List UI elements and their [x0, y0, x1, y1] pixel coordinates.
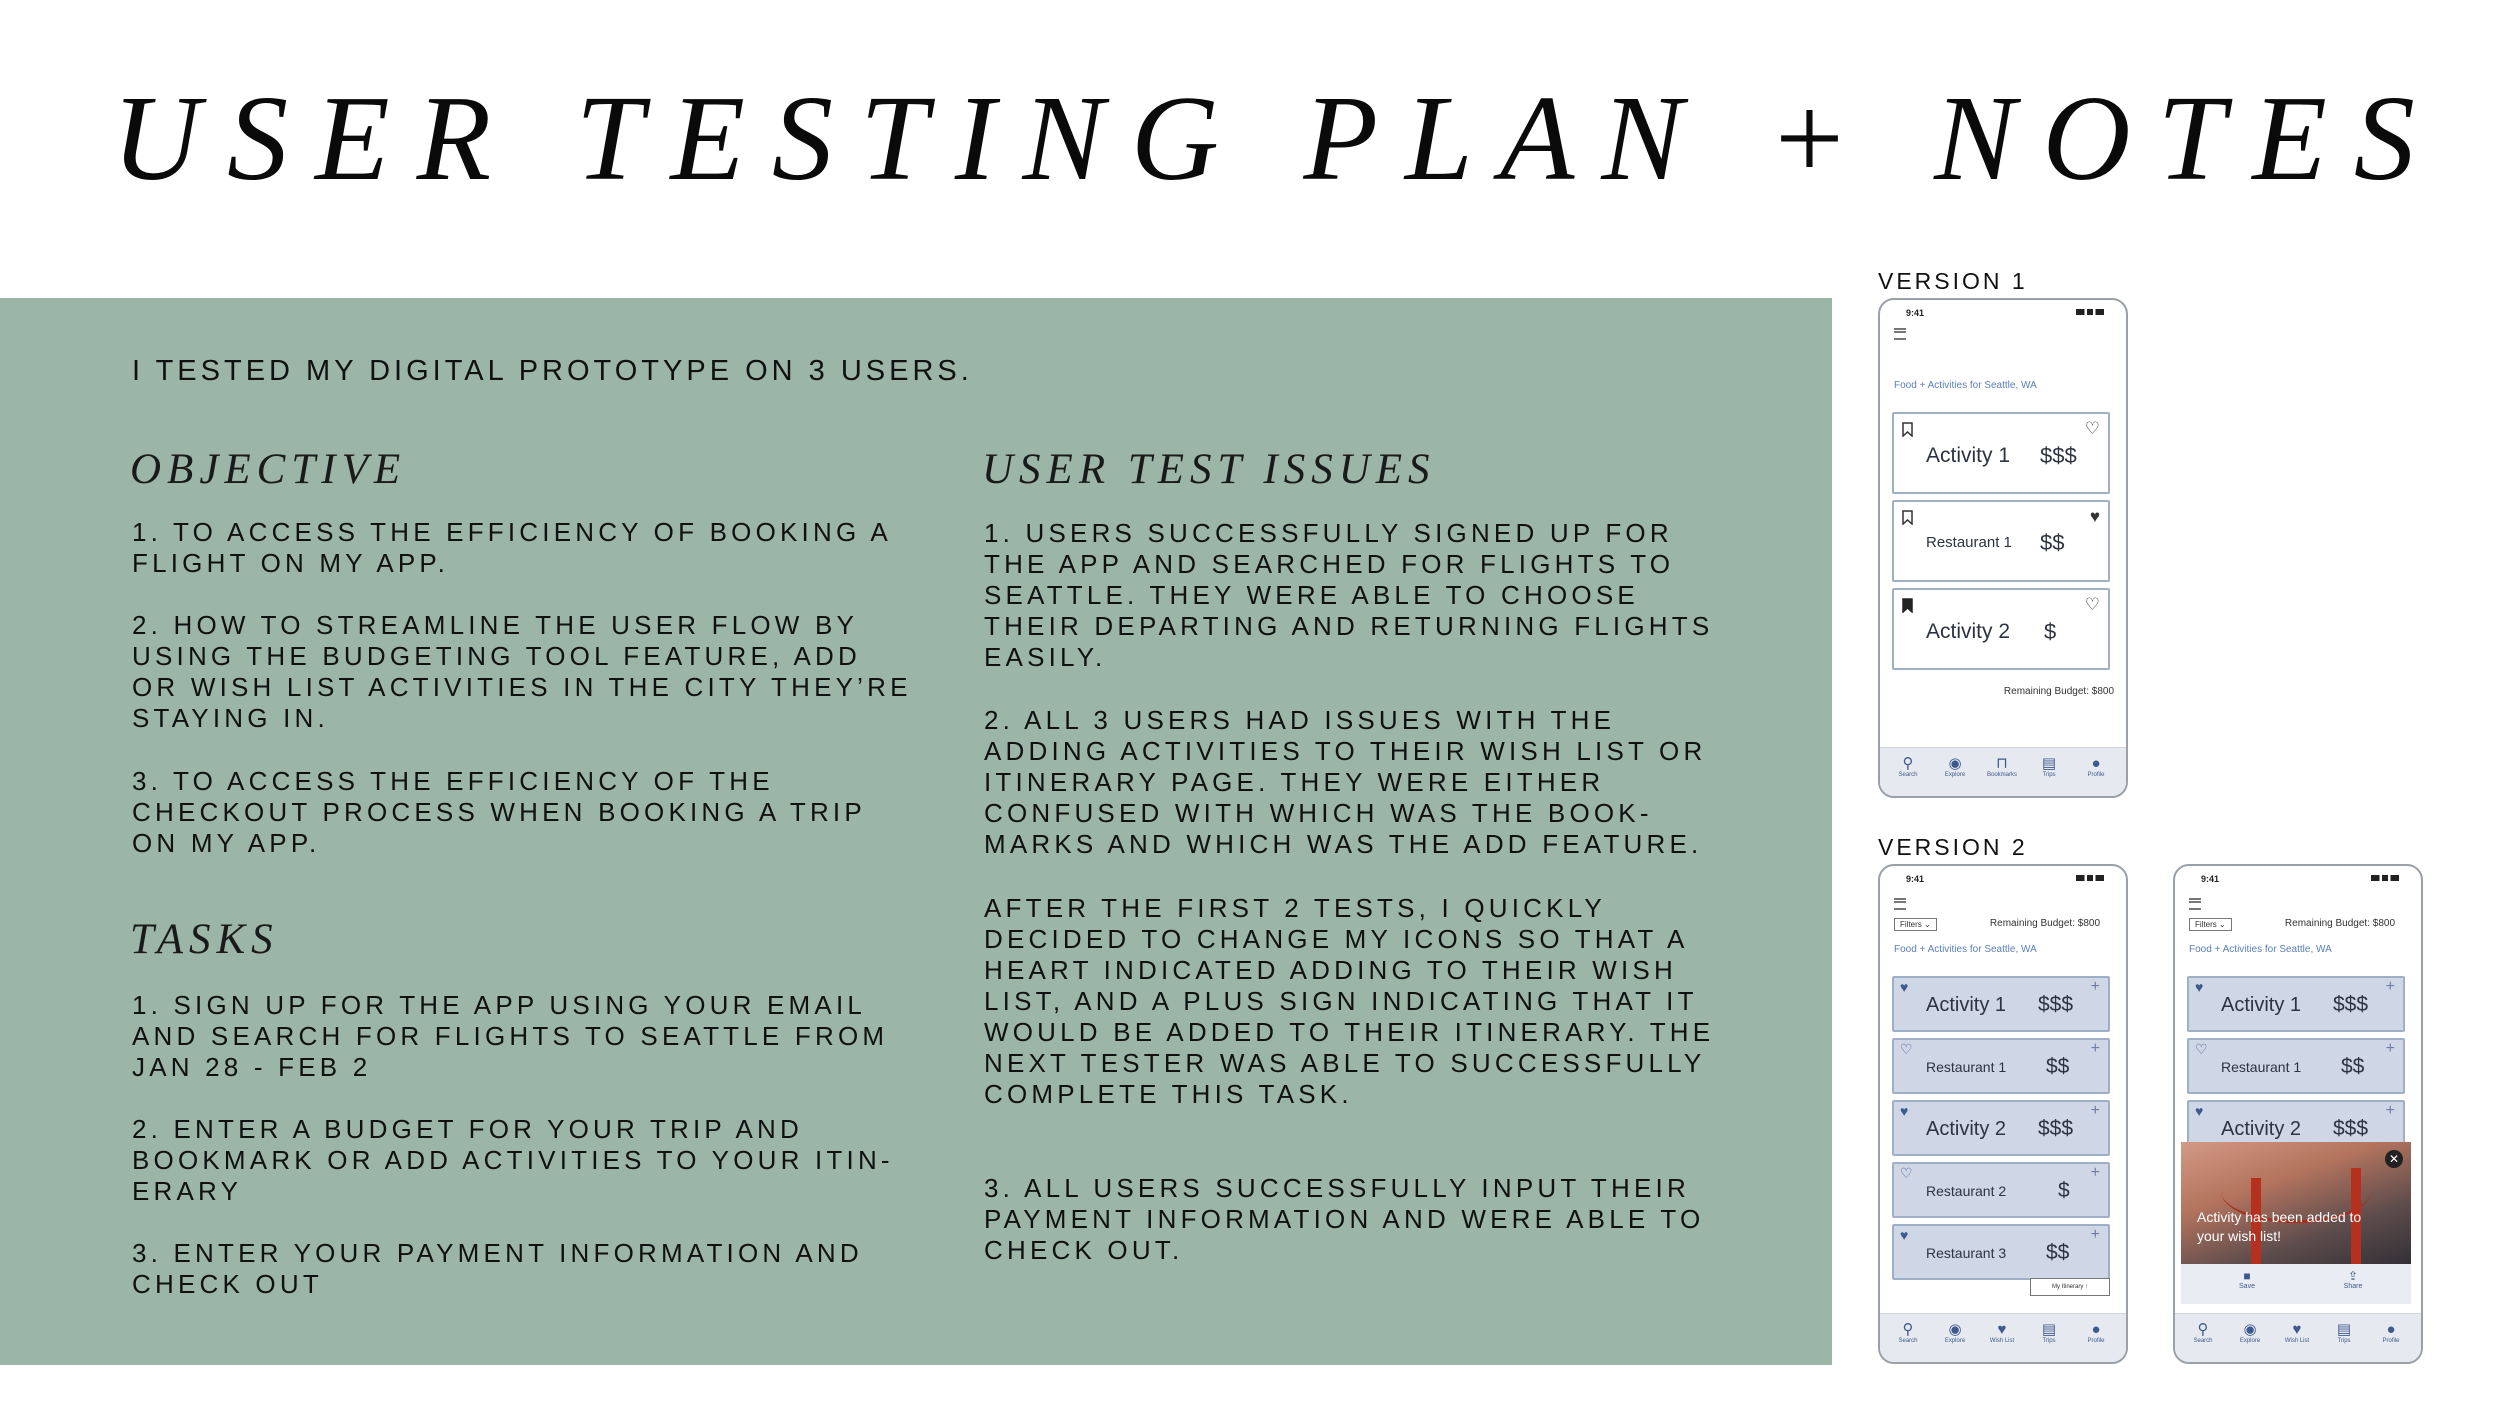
filters-dropdown[interactable]: Filters ⌄: [2189, 918, 2232, 931]
card-activity-1[interactable]: [1892, 412, 2110, 494]
card-price: $$$: [2040, 443, 2077, 468]
menu-icon[interactable]: [2189, 898, 2201, 910]
card-restaurant-3[interactable]: ♥ + Restaurant 3 $$: [1892, 1224, 2110, 1280]
tab-bar: [1880, 1313, 2126, 1362]
bookmark-filled-icon[interactable]: [1902, 598, 1913, 613]
plus-icon[interactable]: +: [2090, 1102, 2100, 1119]
plus-icon[interactable]: +: [2090, 1040, 2100, 1057]
share-button[interactable]: ⇪ Share: [2323, 1270, 2383, 1290]
signal-icon: [2076, 875, 2104, 881]
heart-outline-icon[interactable]: ♡: [2084, 419, 2100, 438]
tab-explore[interactable]: ◉ Explore: [2230, 1322, 2270, 1344]
heart-outline-icon[interactable]: ♡: [1900, 1165, 1913, 1181]
close-icon[interactable]: ✕: [2385, 1150, 2403, 1168]
heart-outline-icon[interactable]: ♡: [1900, 1041, 1913, 1057]
objective-item-3: 3. TO ACCESS THE EFFICIENCY OF THE CHECKOUT PROCESS WHEN BOOKING A TRIP ON MY APP.: [132, 766, 866, 858]
card-activity-2[interactable]: ♥ + Activity 2 $$$: [1892, 1100, 2110, 1156]
tab-bar: [1880, 747, 2126, 796]
plus-icon[interactable]: +: [2090, 978, 2100, 995]
list-heading: Food + Activities for Seattle, WA: [1894, 380, 2037, 391]
tab-wish-list[interactable]: ♥ Wish List: [1982, 1322, 2022, 1344]
tab-profile[interactable]: ● Profile: [2076, 756, 2116, 778]
task-item-3: 3. ENTER YOUR PAYMENT INFORMATION AND CHECK OUT: [132, 1238, 863, 1299]
card-restaurant-1[interactable]: ♡ + Restaurant 1 $$: [2187, 1038, 2405, 1094]
signal-icon: [2076, 309, 2104, 315]
heart-outline-icon[interactable]: ♡: [2195, 1041, 2208, 1057]
issue-item-4: 3. ALL USERS SUCCESSFULLY INPUT THEIR PAYMENT INFORMATION AND WERE ABLE TO CHECK OUT.: [984, 1173, 1705, 1265]
tab-trips[interactable]: ▤ Trips: [2029, 756, 2069, 778]
bookmark-icon[interactable]: [1902, 510, 1913, 525]
plus-icon[interactable]: +: [2385, 978, 2395, 995]
compass-icon: ◉: [2243, 1321, 2257, 1338]
compass-icon: ◉: [1948, 755, 1962, 772]
tab-search[interactable]: ⚲ Search: [2183, 1322, 2223, 1344]
page-title: USER TESTING PLAN + NOTES: [112, 71, 2442, 206]
heart-filled-icon[interactable]: ♥: [2089, 507, 2100, 526]
tab-bar: [2175, 1313, 2421, 1362]
wish-list-toast: [2181, 1142, 2411, 1264]
card-name: Restaurant 1: [1926, 534, 2012, 551]
heart-outline-icon[interactable]: ♡: [2084, 595, 2100, 614]
signal-icon: [2371, 875, 2399, 881]
plus-icon[interactable]: +: [2385, 1102, 2395, 1119]
tab-search[interactable]: ⚲ Search: [1888, 756, 1928, 778]
tab-profile[interactable]: ● Profile: [2371, 1322, 2411, 1344]
version-2-label: VERSION 2: [1878, 834, 2028, 860]
plus-icon[interactable]: +: [2090, 1164, 2100, 1181]
objective-item-1: 1. TO ACCESS THE EFFICIENCY OF BOOKING A FLIGHT ON MY APP.: [132, 517, 892, 578]
heart-filled-icon[interactable]: ♥: [2195, 1103, 2204, 1119]
card-name: Activity 2: [1926, 620, 2011, 643]
issue-item-3: AFTER THE FIRST 2 TESTS, I QUICKLY DECIDED TO CHANGE MY ICONS SO THAT A HEART INDICATED ADDING TO THEIR WISH LIST, AND A PLUS SIGN INDICATING THAT IT WOULD BE ADDED TO THEIR ITINERARY. THE NEXT TESTER WAS ABLE TO SUCCESSFULLY COMPLETE THIS TASK.: [984, 893, 1715, 1109]
remaining-budget: Remaining Budget: $800: [1989, 918, 2100, 929]
tab-profile[interactable]: ● Profile: [2076, 1322, 2116, 1344]
tab-trips[interactable]: ▤ Trips: [2029, 1322, 2069, 1344]
user-icon: ●: [2091, 755, 2101, 772]
card-name: Activity 1: [1926, 444, 2011, 467]
compass-icon: ◉: [1948, 1321, 1962, 1338]
plus-icon[interactable]: +: [2385, 1040, 2395, 1057]
remaining-budget: Remaining Budget: $800: [2003, 686, 2114, 697]
tab-trips[interactable]: ▤ Trips: [2324, 1322, 2364, 1344]
search-icon: ⚲: [1902, 1321, 1914, 1338]
card-restaurant-1[interactable]: ♡ + Restaurant 1 $$: [1892, 1038, 2110, 1094]
card-activity-1[interactable]: ♥ + Activity 1 $$$: [1892, 976, 2110, 1032]
briefcase-icon: ▤: [2336, 1321, 2352, 1338]
bookmark-icon: ⊓: [1996, 755, 2008, 772]
card-activity-2[interactable]: ♥ + Activity 2 $$$: [2187, 1100, 2405, 1156]
task-item-1: 1. SIGN UP FOR THE APP USING YOUR EMAIL AND SEARCH FOR FLIGHTS TO SEATTLE FROM JAN 28 - FEB 2: [132, 990, 889, 1082]
plus-icon[interactable]: +: [2090, 1226, 2100, 1243]
tab-bookmarks[interactable]: ⊓ Bookmarks: [1982, 756, 2022, 778]
list-heading: Food + Activities for Seattle, WA: [2189, 944, 2332, 955]
filters-dropdown[interactable]: Filters ⌄: [1894, 918, 1937, 931]
list-heading: Food + Activities for Seattle, WA: [1894, 944, 2037, 955]
version-1-label: VERSION 1: [1878, 268, 2028, 294]
card-activity-1[interactable]: ♥ + Activity 1 $$$: [2187, 976, 2405, 1032]
card-restaurant-1[interactable]: [1892, 500, 2110, 582]
bookmark-icon[interactable]: [1902, 422, 1913, 437]
issue-item-2: 2. ALL 3 USERS HAD ISSUES WITH THE ADDING ACTIVITIES TO THEIR WISH LIST OR ITINERARY PAGE. THEY WERE EITHER CONFUSED WITH WHICH WAS THE BOOK- MARKS AND WHICH WAS THE ADD FEATURE.: [984, 705, 1707, 859]
intro-text: I TESTED MY DIGITAL PROTOTYPE ON 3 USERS.: [132, 355, 973, 387]
heart-filled-icon[interactable]: ♥: [1900, 1227, 1909, 1243]
menu-icon[interactable]: [1894, 328, 1906, 340]
search-icon: ⚲: [2197, 1321, 2209, 1338]
itinerary-tooltip[interactable]: My Itinerary ↑: [2030, 1278, 2110, 1296]
search-icon: ⚲: [1902, 755, 1914, 772]
save-button[interactable]: ■ Save: [2217, 1270, 2277, 1290]
status-time: 9:41: [1906, 308, 1925, 318]
user-icon: ●: [2386, 1321, 2396, 1338]
menu-icon[interactable]: [1894, 898, 1906, 910]
heart-filled-icon[interactable]: ♥: [2195, 979, 2204, 995]
share-icon: ⇪: [2347, 1269, 2359, 1283]
tab-search[interactable]: ⚲ Search: [1888, 1322, 1928, 1344]
tasks-heading: TASKS: [130, 916, 279, 963]
issues-heading: USER TEST ISSUES: [982, 446, 1436, 493]
tab-explore[interactable]: ◉ Explore: [1935, 756, 1975, 778]
heart-icon: ♥: [1997, 1321, 2007, 1338]
save-icon: ■: [2243, 1269, 2251, 1283]
card-activity-2[interactable]: [1892, 588, 2110, 670]
tab-wish-list[interactable]: ♥ Wish List: [2277, 1322, 2317, 1344]
objective-heading: OBJECTIVE: [130, 446, 407, 493]
heart-filled-icon[interactable]: ♥: [1900, 1103, 1909, 1119]
heart-icon: ♥: [2292, 1321, 2302, 1338]
toast-actions: [2181, 1264, 2411, 1304]
issue-item-1: 1. USERS SUCCESSFULLY SIGNED UP FOR THE APP AND SEARCHED FOR FLIGHTS TO SEATTLE. THEY WERE ABLE TO CHOOSE THEIR DEPARTING AND RETURNING FLIGHTS EASILY.: [984, 518, 1714, 672]
version-1-phone: [1878, 298, 2128, 798]
status-time: 9:41: [1906, 874, 1925, 884]
status-time: 9:41: [2201, 874, 2220, 884]
version-2-phone-toast: [2173, 864, 2423, 1364]
card-restaurant-2[interactable]: ♡ + Restaurant 2 $: [1892, 1162, 2110, 1218]
version-2-phone-list: [1878, 864, 2128, 1364]
objective-item-2: 2. HOW TO STREAMLINE THE USER FLOW BY USING THE BUDGETING TOOL FEATURE, ADD OR WISH LIST ACTIVITIES IN THE CITY THEY’RE STAYING IN.: [132, 610, 912, 733]
briefcase-icon: ▤: [2041, 755, 2057, 772]
briefcase-icon: ▤: [2041, 1321, 2057, 1338]
toast-message: Activity has been added to your wish list!: [2197, 1209, 2362, 1244]
user-icon: ●: [2091, 1321, 2101, 1338]
remaining-budget: Remaining Budget: $800: [2284, 918, 2395, 929]
heart-filled-icon[interactable]: ♥: [1900, 979, 1909, 995]
card-price: $: [2044, 619, 2057, 644]
tab-explore[interactable]: ◉ Explore: [1935, 1322, 1975, 1344]
task-item-2: 2. ENTER A BUDGET FOR YOUR TRIP AND BOOKMARK OR ADD ACTIVITIES TO YOUR ITIN- ERARY: [132, 1114, 894, 1206]
card-price: $$: [2040, 530, 2065, 555]
